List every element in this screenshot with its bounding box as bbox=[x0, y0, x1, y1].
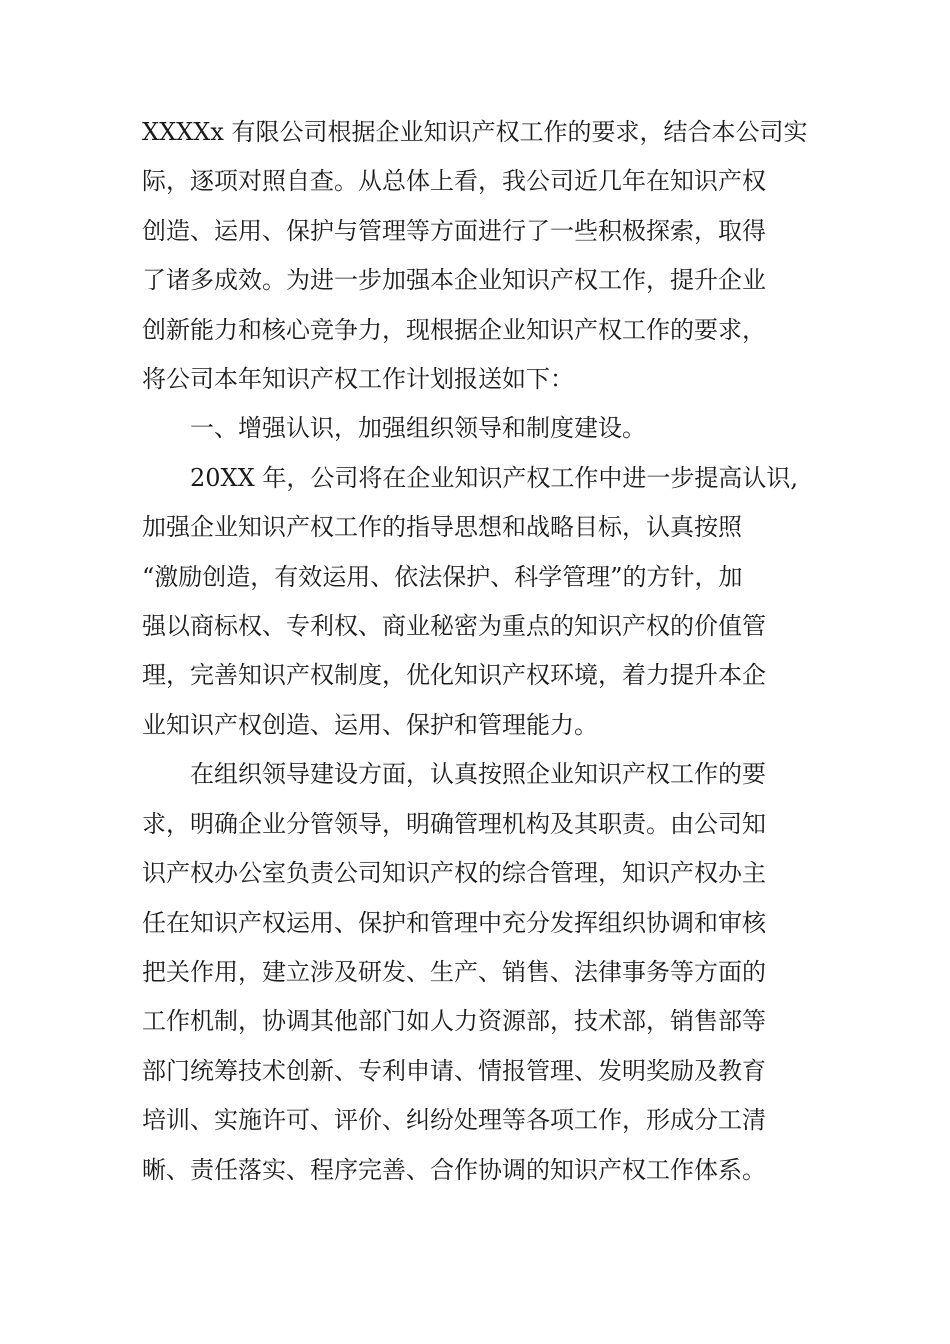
section-heading bbox=[142, 404, 832, 453]
text-line: 创造、运用、保护与管理等方面进行了一些积极探索，取得 bbox=[142, 216, 766, 245]
text-line: 培训、实施许可、评价、纠纷处理等各项工作，形成分工清 bbox=[142, 1106, 766, 1135]
paragraph-intro bbox=[142, 108, 832, 404]
text-line: 任在知识产权运用、保护和管理中充分发挥组织协调和审核 bbox=[142, 908, 766, 937]
text-line: 强以商标权、专利权、商业秘密为重点的知识产权的价值管 bbox=[142, 612, 766, 641]
text-line: 20XX 年，公司将在企业知识产权工作中进一步提高认识, bbox=[190, 463, 798, 492]
text-line: 工作机制，协调其他部门如人力资源部，技术部，销售部等 bbox=[142, 1007, 766, 1036]
text-line: 识产权办公室负责公司知识产权的综合管理，知识产权办主 bbox=[142, 859, 766, 888]
text-line: 晰、责任落实、程序完善、合作协调的知识产权工作体系。 bbox=[142, 1155, 766, 1184]
text-line: 将公司本年知识产权工作计划报送如下： bbox=[142, 365, 574, 394]
text-line: 理，完善知识产权制度，优化知识产权环境，着力提升本企 bbox=[142, 661, 766, 690]
text-line: 在组织领导建设方面，认真按照企业知识产权工作的要 bbox=[190, 760, 766, 789]
text-line: “激励创造，有效运用、依法保护、科学管理”的方针，加 bbox=[142, 562, 743, 591]
text-line: XXXXx 有限公司根据企业知识产权工作的要求，结合本公司实 bbox=[142, 118, 808, 146]
text-line: 创新能力和核心竞争力，现根据企业知识产权工作的要求， bbox=[142, 315, 766, 344]
document-body bbox=[142, 108, 832, 1195]
text-line: 业知识产权创造、运用、保护和管理能力。 bbox=[142, 710, 598, 739]
paragraph-organization bbox=[142, 750, 832, 1195]
text-line: 加强企业知识产权工作的指导思想和战略目标，认真按照 bbox=[142, 513, 742, 542]
text-line: 际，逐项对照自查。从总体上看，我公司近几年在知识产权 bbox=[142, 167, 766, 196]
text-line: 把关作用，建立涉及研发、生产、销售、法律事务等方面的 bbox=[142, 957, 766, 986]
paragraph-strategy bbox=[142, 454, 832, 750]
text-line: 部门统筹技术创新、专利申请、情报管理、发明奖励及教育 bbox=[142, 1056, 766, 1085]
heading-line: 一、增强认识，加强组织领导和制度建设。 bbox=[190, 414, 646, 443]
text-line: 了诸多成效。为进一步加强本企业知识产权工作，提升企业 bbox=[142, 266, 766, 295]
text-line: 求，明确企业分管领导，明确管理机构及其职责。由公司知 bbox=[142, 809, 766, 838]
